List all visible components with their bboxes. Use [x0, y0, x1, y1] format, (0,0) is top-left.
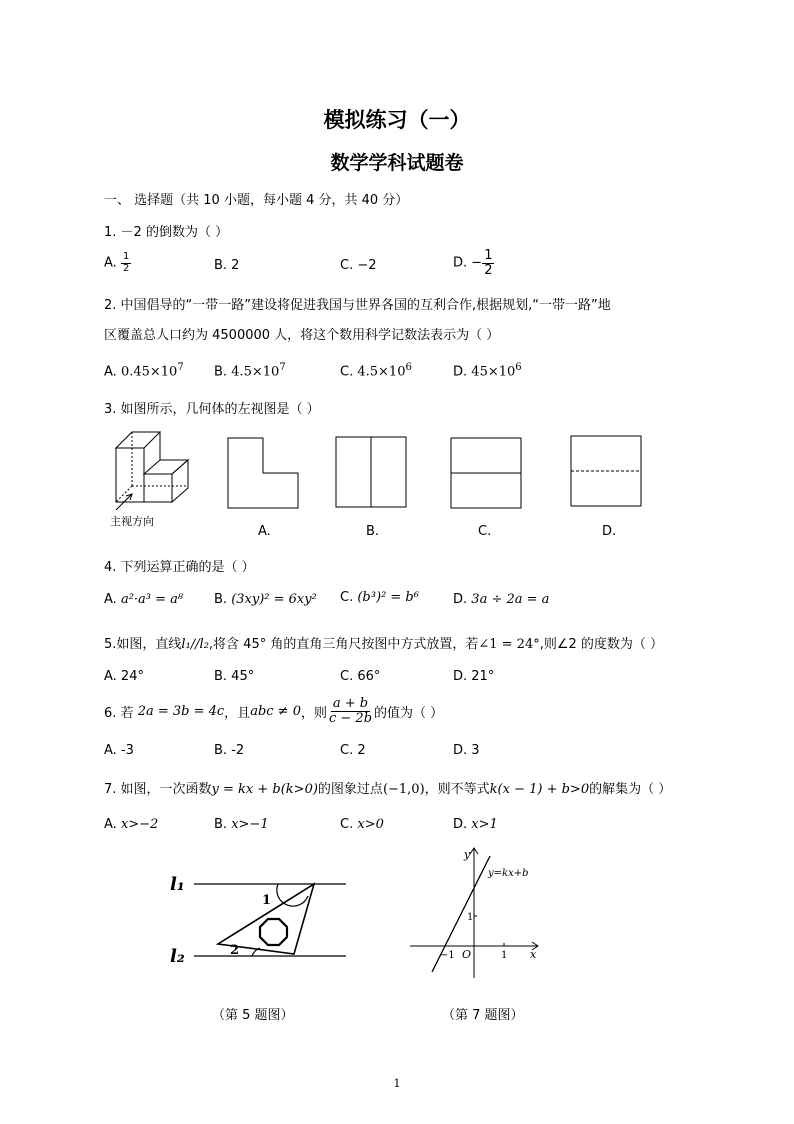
q2-a-exponent: 7	[177, 362, 184, 373]
q5-option-a: A. 24°	[104, 669, 144, 684]
page-number: 1	[393, 1077, 401, 1090]
fig5-l1-label: l₁	[170, 874, 185, 895]
q7-point: (−1,0)	[382, 782, 425, 797]
q7-stem-d: 的解集为（ ）	[589, 782, 672, 797]
q6-stem-b: ，且	[224, 705, 251, 721]
fig7-x-one: 1	[501, 950, 508, 961]
q7-d-label: D.	[453, 817, 468, 832]
fig5-angle1-arc	[277, 884, 308, 906]
q6-option-a: A. -3	[104, 743, 134, 758]
q6-numerator: a + b	[332, 696, 369, 711]
q4-option-b	[214, 592, 317, 607]
page-subtitle: 数学学科试题卷	[330, 152, 464, 174]
fig5-caption: （第 5 题图）	[212, 1008, 294, 1023]
q7-a-label: A.	[104, 817, 117, 832]
q5-stem-a: 5.如图，直线	[104, 637, 182, 652]
q2-option-c	[340, 362, 412, 379]
q4-option-d	[453, 592, 549, 607]
page-title: 模拟练习（一）	[323, 108, 471, 132]
q1-a-label: A.	[104, 255, 117, 271]
q4-c-label: C.	[340, 590, 354, 605]
q1-d-fraction	[482, 249, 494, 277]
q7-b-expr: x>−1	[231, 817, 269, 832]
q7-function: y = kx + b(k>0)	[211, 782, 318, 797]
q6-equation: 2a = 3b = 4c	[137, 703, 225, 719]
q2-b-label: B.	[214, 364, 228, 380]
q1-option-a	[104, 252, 131, 274]
fig7-y-one: 1	[467, 912, 474, 923]
fig5-l2-label: l₂	[170, 946, 185, 967]
q3-option-c-figure	[450, 437, 522, 509]
q2-a-value: 0.45×10	[120, 364, 178, 380]
q2-option-b	[214, 362, 286, 379]
q5-parallel-lines: l₁//l₂	[181, 637, 209, 652]
q3-view-direction-label: 主视方向	[110, 515, 154, 528]
q6-fraction	[327, 697, 374, 725]
q4-b-label: B.	[214, 592, 228, 607]
q6-condition: abc ≠ 0	[250, 703, 301, 719]
q5-stem	[104, 633, 663, 652]
q2-c-value: 4.5×10	[357, 364, 406, 380]
q6-option-d: D. 3	[453, 743, 480, 758]
q2-option-d	[453, 362, 522, 379]
q7-stem-a: 7. 如图，一次函数	[104, 782, 212, 797]
q2-c-exponent: 6	[405, 362, 412, 373]
q1-d-den: 2	[484, 262, 493, 278]
q7-b-label: B.	[214, 817, 228, 832]
q6-option-b: B. -2	[214, 743, 245, 758]
q6-stem-d: 的值为（ ）	[374, 705, 444, 721]
q7-d-expr: x>1	[471, 817, 498, 832]
q7-c-expr: x>0	[357, 817, 384, 832]
q2-b-value: 4.5×10	[231, 364, 280, 380]
q1-a-den: 2	[122, 262, 130, 274]
q1-d-num: 1	[484, 248, 493, 263]
q1-option-c: C. −2	[340, 258, 377, 273]
q2-a-label: A.	[104, 364, 117, 380]
q7-stem-b: 的图象过点	[317, 782, 383, 797]
q5-option-d: D. 21°	[453, 669, 495, 684]
fig5-angle2-label: 2	[230, 943, 240, 958]
fig7-caption: （第 7 题图）	[442, 1008, 524, 1023]
q7-a-expr: x>−2	[120, 817, 159, 832]
q6-denominator: c − 2b	[328, 710, 373, 726]
figure-7	[406, 842, 546, 984]
q4-d-expr: 3a ÷ 2a = a	[471, 592, 550, 607]
fig5-angle1-label: 1	[262, 893, 272, 908]
q4-a-expr: a²·a³ = a⁸	[120, 592, 184, 607]
q2-d-value: 45×10	[471, 364, 516, 380]
q5-option-c: C. 66°	[340, 669, 381, 684]
section-heading: 一、 选择题（共 10 小题，每小题 4 分，共 40 分）	[104, 193, 409, 208]
q1-stem: 1. －2 的倒数为（ ）	[104, 225, 229, 240]
q4-option-c	[340, 590, 419, 605]
q4-c-expr: (b³)² = b⁶	[357, 590, 419, 605]
q1-a-num: 1	[122, 251, 130, 262]
q3-option-d-figure	[570, 435, 642, 507]
q5-stem-c: ,则∠2 的度数为（ ）	[539, 637, 664, 652]
q1-option-d	[453, 249, 494, 277]
q3-option-a: A.	[258, 524, 271, 539]
q3-option-d: D.	[602, 524, 617, 539]
q7-option-d	[453, 817, 498, 832]
q7-option-a	[104, 817, 158, 832]
fig7-line-label: y=kx+b	[488, 868, 529, 879]
q1-a-fraction	[121, 252, 131, 274]
q7-c-label: C.	[340, 817, 354, 832]
q1-d-sign: −	[471, 255, 483, 271]
q1-option-b: B. 2	[214, 258, 240, 273]
q4-stem: 4. 下列运算正确的是（ ）	[104, 560, 255, 575]
q3-option-a-figure	[227, 437, 299, 509]
fig7-y-label: y	[464, 848, 471, 861]
q5-option-b: B. 45°	[214, 669, 255, 684]
q6-stem-c: ，则	[300, 705, 327, 721]
q6-stem	[104, 697, 443, 725]
q5-angle1: ∠1 = 24°	[478, 637, 540, 652]
fig7-x-label: x	[530, 948, 537, 961]
q4-option-a	[104, 592, 183, 607]
q2-stem-line1: 2. 中国倡导的“一带一路”建设将促进我国与世界各国的互利合作,根据规划,“一带一路”地	[104, 298, 611, 313]
q7-option-b	[214, 817, 269, 832]
q2-d-label: D.	[453, 364, 468, 380]
fig7-x-neg-one: −1	[440, 950, 455, 961]
q7-inequality: k(x − 1) + b>0	[489, 782, 590, 797]
q3-option-b: B.	[366, 524, 380, 539]
q2-stem-line2: 区覆盖总人口约为 4500000 人，将这个数用科学记数法表示为（ ）	[104, 328, 500, 343]
fig5-hole	[260, 919, 287, 945]
figure-5	[168, 862, 350, 972]
q3-option-b-figure	[335, 436, 407, 508]
q2-d-exponent: 6	[515, 362, 522, 373]
q2-b-exponent: 7	[279, 362, 286, 373]
fig7-origin-label: O	[462, 948, 472, 961]
q2-option-a	[104, 362, 184, 379]
q3-option-c: C.	[478, 524, 492, 539]
q1-d-label: D.	[453, 255, 468, 271]
q7-stem-c: ，则不等式	[424, 782, 490, 797]
q7-stem	[104, 778, 671, 797]
q3-stem: 3. 如图所示，几何体的左视图是（ ）	[104, 402, 320, 417]
q6-stem-a: 6. 若	[104, 705, 134, 721]
q2-c-label: C.	[340, 364, 354, 380]
q4-d-label: D.	[453, 592, 468, 607]
q4-b-expr: (3xy)² = 6xy²	[231, 592, 317, 607]
q4-a-label: A.	[104, 592, 117, 607]
q6-option-c: C. 2	[340, 743, 366, 758]
q5-stem-b: ,将含 45° 角的直角三角尺按图中方式放置，若	[208, 637, 479, 652]
q7-option-c	[340, 817, 384, 832]
